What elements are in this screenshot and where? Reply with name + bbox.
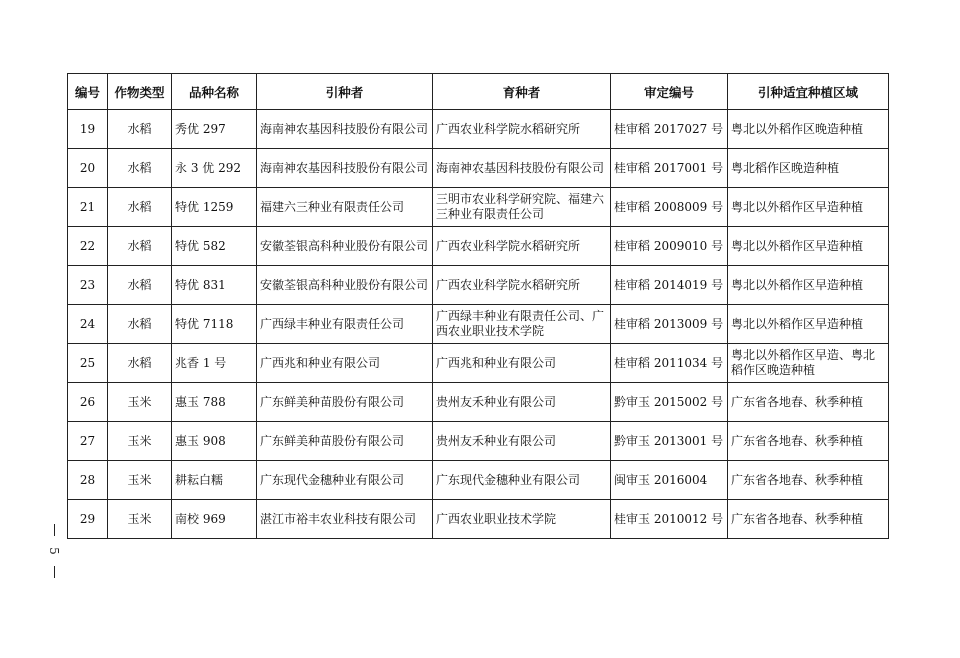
footer-dash-top [54, 524, 55, 536]
cell-introducer: 安徽荃银高科种业股份有限公司 [257, 266, 433, 305]
cell-introducer: 广东鲜美种苗股份有限公司 [257, 422, 433, 461]
cell-suitable-area: 粤北以外稻作区早造种植 [728, 188, 889, 227]
cell-breeder: 广西农业科学院水稻研究所 [433, 227, 611, 266]
cell-suitable-area: 粤北以外稻作区早造、粤北稻作区晚造种植 [728, 344, 889, 383]
cell-approval-number: 桂审稻 2008009 号 [611, 188, 728, 227]
cell-introducer: 海南神农基因科技股份有限公司 [257, 149, 433, 188]
cell-introducer: 湛江市裕丰农业科技有限公司 [257, 500, 433, 539]
cell-approval-number: 桂审稻 2011034 号 [611, 344, 728, 383]
cell-introducer: 广东鲜美种苗股份有限公司 [257, 383, 433, 422]
cell-number: 23 [68, 266, 108, 305]
cell-variety-name: 特优 831 [172, 266, 257, 305]
cell-suitable-area: 粤北以外稻作区早造种植 [728, 305, 889, 344]
cell-variety-name: 惠玉 788 [172, 383, 257, 422]
cell-variety-name: 惠玉 908 [172, 422, 257, 461]
cell-variety-name: 耕耘白糯 [172, 461, 257, 500]
cell-crop-type: 水稻 [108, 149, 172, 188]
cell-number: 27 [68, 422, 108, 461]
cell-introducer: 安徽荃银高科种业股份有限公司 [257, 227, 433, 266]
cell-crop-type: 水稻 [108, 110, 172, 149]
cell-introducer: 广东现代金穗种业有限公司 [257, 461, 433, 500]
cell-number: 22 [68, 227, 108, 266]
cell-suitable-area: 粤北稻作区晚造种植 [728, 149, 889, 188]
page-footer [46, 522, 62, 592]
cell-approval-number: 黔审玉 2013001 号 [611, 422, 728, 461]
column-header: 引种适宜种植区域 [728, 74, 889, 110]
header-row [68, 74, 889, 110]
cell-breeder: 贵州友禾种业有限公司 [433, 383, 611, 422]
cell-suitable-area: 广东省各地春、秋季种植 [728, 461, 889, 500]
cell-number: 24 [68, 305, 108, 344]
cell-suitable-area: 粤北以外稻作区晚造种植 [728, 110, 889, 149]
cell-number: 26 [68, 383, 108, 422]
cell-breeder: 海南神农基因科技股份有限公司 [433, 149, 611, 188]
table-row [68, 383, 889, 422]
cell-crop-type: 水稻 [108, 266, 172, 305]
cell-breeder: 广西绿丰种业有限责任公司、广西农业职业技术学院 [433, 305, 611, 344]
table-row [68, 344, 889, 383]
cell-crop-type: 玉米 [108, 422, 172, 461]
cell-crop-type: 水稻 [108, 188, 172, 227]
cell-crop-type: 水稻 [108, 305, 172, 344]
cell-crop-type: 玉米 [108, 461, 172, 500]
cell-introducer: 海南神农基因科技股份有限公司 [257, 110, 433, 149]
table-row [68, 227, 889, 266]
table-row [68, 461, 889, 500]
cell-introducer: 广西绿丰种业有限责任公司 [257, 305, 433, 344]
column-header: 育种者 [433, 74, 611, 110]
cell-suitable-area: 粤北以外稻作区早造种植 [728, 266, 889, 305]
cell-breeder: 广西农业科学院水稻研究所 [433, 110, 611, 149]
column-header: 品种名称 [172, 74, 257, 110]
cell-number: 19 [68, 110, 108, 149]
cell-breeder: 广西兆和种业有限公司 [433, 344, 611, 383]
page-number: 5 [46, 547, 61, 555]
cell-approval-number: 闽审玉 2016004 [611, 461, 728, 500]
cell-number: 29 [68, 500, 108, 539]
cell-variety-name: 特优 7118 [172, 305, 257, 344]
table-header [68, 74, 889, 110]
cell-variety-name: 兆香 1 号 [172, 344, 257, 383]
cell-number: 28 [68, 461, 108, 500]
column-header: 引种者 [257, 74, 433, 110]
table-body [68, 110, 889, 539]
cell-crop-type: 水稻 [108, 227, 172, 266]
column-header: 审定编号 [611, 74, 728, 110]
cell-variety-name: 特优 582 [172, 227, 257, 266]
cell-number: 25 [68, 344, 108, 383]
cell-suitable-area: 广东省各地春、秋季种植 [728, 422, 889, 461]
cell-variety-name: 特优 1259 [172, 188, 257, 227]
table-row [68, 149, 889, 188]
cell-approval-number: 黔审玉 2015002 号 [611, 383, 728, 422]
cell-number: 20 [68, 149, 108, 188]
table-row [68, 266, 889, 305]
cell-breeder: 广东现代金穗种业有限公司 [433, 461, 611, 500]
cell-number: 21 [68, 188, 108, 227]
cell-approval-number: 桂审稻 2013009 号 [611, 305, 728, 344]
cell-suitable-area: 广东省各地春、秋季种植 [728, 383, 889, 422]
cell-crop-type: 玉米 [108, 500, 172, 539]
column-header: 作物类型 [108, 74, 172, 110]
cell-variety-name: 永 3 优 292 [172, 149, 257, 188]
cell-approval-number: 桂审稻 2017027 号 [611, 110, 728, 149]
cell-suitable-area: 粤北以外稻作区早造种植 [728, 227, 889, 266]
column-header: 编号 [68, 74, 108, 110]
table-row [68, 188, 889, 227]
cell-crop-type: 玉米 [108, 383, 172, 422]
cell-introducer: 广西兆和种业有限公司 [257, 344, 433, 383]
cell-breeder: 三明市农业科学研究院、福建六三种业有限责任公司 [433, 188, 611, 227]
table-row [68, 305, 889, 344]
cell-variety-name: 南校 969 [172, 500, 257, 539]
table-row [68, 110, 889, 149]
cell-approval-number: 桂审稻 2009010 号 [611, 227, 728, 266]
cell-breeder: 广西农业职业技术学院 [433, 500, 611, 539]
cell-breeder: 广西农业科学院水稻研究所 [433, 266, 611, 305]
table-row [68, 422, 889, 461]
footer-dash-bottom [54, 566, 55, 578]
cell-breeder: 贵州友禾种业有限公司 [433, 422, 611, 461]
cell-crop-type: 水稻 [108, 344, 172, 383]
cell-suitable-area: 广东省各地春、秋季种植 [728, 500, 889, 539]
variety-table [67, 73, 889, 539]
table-row [68, 500, 889, 539]
cell-approval-number: 桂审稻 2014019 号 [611, 266, 728, 305]
cell-introducer: 福建六三种业有限责任公司 [257, 188, 433, 227]
cell-approval-number: 桂审稻 2017001 号 [611, 149, 728, 188]
cell-variety-name: 秀优 297 [172, 110, 257, 149]
cell-approval-number: 桂审玉 2010012 号 [611, 500, 728, 539]
